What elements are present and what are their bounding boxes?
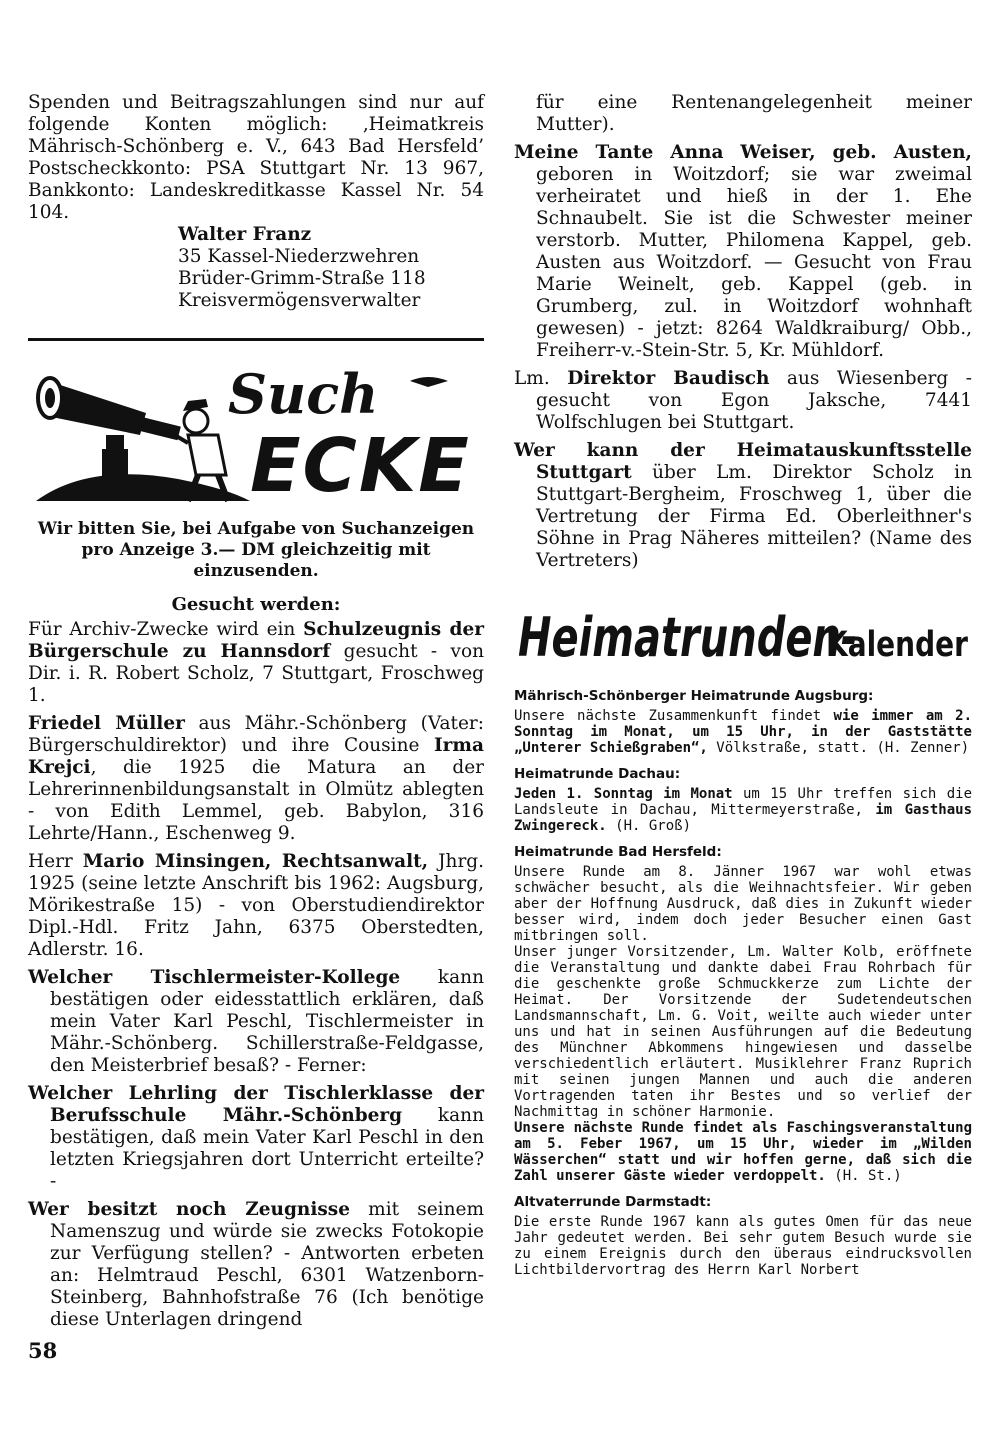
search-entry: Für Archiv-Zwecke wird ein Schulzeugnis der Bürgerschule zu Hannsdorf gesucht - von Dir. i. R. Robert Scholz, 7 Stuttgart, Froschweg 1. (28, 619, 484, 706)
search-entry: Welcher Tischlermeister-Kollege kann bestätigen oder eidesstattlich erklären, daß mein Vater Karl Peschl, Tischlermeister in Mähr.-Schönberg. Schillerstraße-Feldgasse, den Meisterbrief besaß? - Ferner: (28, 967, 485, 1076)
such-ecke-logo (28, 351, 484, 511)
donation-text: Spenden und Beitragszahlungen sind nur auf folgende Konten möglich: ‚Heimatkreis Mährisch-Schönberg e. V., 643 Bad Hersfeld’ Postscheckkonto: PSA Stuttgart Nr. 13 967, Bankkonto: Landeskreditkasse Kassel Nr. 54 104. (28, 92, 484, 223)
round-heading: Mährisch-Schönberger Heimatrunde Augsburg: (514, 688, 874, 704)
search-entry: Herr Mario Minsingen, Rechtsanwalt, Jhrg. 1925 (seine letzte Anschrift bis 1962: Augsburg, Mörikestraße 15) - von Oberstudiendirektor Dipl.-Hdl. Fritz Jahn, 6375 Oberstedten, Adlerstr. 16. (28, 851, 485, 960)
round-text: Jeden 1. Sonntag im Monat um 15 Uhr treffen sich die Landsleute in Dachau, Mittermeyerstraße, im Gasthaus Zwingereck. (H. Groß) (514, 786, 973, 834)
logo-word-ecke: ECKE (250, 423, 471, 509)
round-text: Unsere nächste Zusammenkunft findet wie immer am 2. Sonntag im Monat, um 15 Uhr, in der Gaststätte „Unterer Schießgraben“, Völkstraße, statt. (H. Zenner) (514, 708, 972, 756)
fee-notice: Wir bitten Sie, bei Aufgabe von Suchanzeigen pro Anzeige 3.— DM gleichzeitig mit einzusenden. (37, 519, 475, 581)
round-text: Die erste Runde 1967 kann als gutes Omen für das neue Jahr gedeutet werden. Bei sehr gutem Besuch wurde sie zu einem Ereignis durch den überaus eindrucksvollen Lichtbildervortrag des Herrn Karl Norbert (514, 1214, 972, 1278)
search-entry: Meine Tante Anna Weiser, geb. Austen, geboren in Woitzdorf; sie war zweimal verheiratet und hieß in der 1. Ehe Schnaubelt. Sie ist die Schwester meiner verstorb. Mutter, Philomena Kappel, geb. Austen aus Woitzdorf. — Gesucht von Frau Marie Weinelt, geb. Kappel (geb. in Grumberg, zul. in Woitzdorf wohnhaft gewesen) - jetzt: 8264 Waldkraiburg/ Obb., Freiherr-v.-Stein-Str. 5, Kr. Mühldorf. (514, 142, 972, 361)
continuation-text: für eine Rentenangelegenheit meiner Mutter). (536, 92, 972, 135)
divider (28, 338, 484, 341)
kalender-title (514, 590, 972, 678)
round-text: Unsere nächste Runde findet als Faschingsveranstaltung am 5. Feber 1967, um 15 Uhr, wieder im „Wilden Wässerchen“ statt und wir hoffen gerne, daß sich die Zahl unserer Gäste wieder verdoppelt. (H. St.) (514, 1120, 972, 1184)
signature-name: Walter Franz (178, 224, 312, 245)
round-text: Unsere Runde am 8. Jänner 1967 war wohl etwas schwächer besucht, als die Weihnachtsfeier. Wir geben aber der Hoffnung Ausdruck, daß dies in Zukunft wieder besser wird, indem doch jeder Besucher einen Gast mitbringen soll. (514, 864, 972, 944)
round-heading: Heimatrunde Bad Hersfeld: (514, 844, 722, 860)
section-heading: Gesucht werden: (171, 594, 341, 615)
signature-line: 35 Kassel-Niederzwehren (178, 246, 420, 267)
search-entry: Wer besitzt noch Zeugnisse mit seinem Namenszug und würde sie zwecks Fotokopie zur Verfügung stellen? - Antworten erbeten an: Helmtraud Peschl, 6301 Watzenborn-Steinberg, Bahnhofstraße 76 (Ich benötige diese Unterlagen dringend (28, 1199, 484, 1330)
round-heading: Heimatrunde Dachau: (514, 766, 681, 782)
kalender-title-script: Heimatrunden- (518, 607, 858, 670)
signature-line: Kreisvermögensverwalter (178, 290, 421, 311)
telescope-man-illustration (28, 351, 484, 511)
search-entry: Welcher Lehrling der Tischlerklasse der Berufsschule Mähr.-Schönberg kann bestätigen, daß mein Vater Karl Peschl in den letzten Kriegsjahren dort Unterricht erteilte? - (28, 1083, 484, 1192)
page-number: 58 (28, 1338, 58, 1363)
round-heading: Altvaterrunde Darmstadt: (514, 1194, 712, 1210)
signature-block (28, 224, 484, 312)
kalender-title-word: Kalender (826, 625, 968, 665)
search-entry: Wer kann der Heimatauskunftsstelle Stuttgart über Lm. Direktor Scholz in Stuttgart-Bergheim, Froschweg 1, über die Vertretung der Firma Ed. Oberleithner's Söhne in Prag Näheres mitteilen? (Name des Vertreters) (514, 440, 972, 571)
left-column (28, 92, 484, 1331)
signature-line: Brüder-Grimm-Straße 118 (178, 268, 426, 289)
round-text: Unser junger Vorsitzender, Lm. Walter Kolb, eröffnete die Veranstaltung und dankte dabei Frau Rohrbach für die geschenkte große Schmuckkerze zum Lichte der Heimat. Der Vorsitzende der Sudetendeutschen Landsmannschaft, Lm. G. Voit, weilte auch wieder unter uns und hat in seinen Ausführungen auf die Bedeutung des Münchner Abkommens hingewiesen und dasselbe verschiedentlich erläutert. Musiklehrer Franz Ruprich mit seinen jungen Mannen und auch die anderen Vortragenden taten ihr Bestes und so verlief der Nachmittag in schöner Harmonie. (514, 944, 972, 1120)
logo-word-such: Such (228, 362, 379, 426)
right-column (514, 92, 972, 1278)
kalender-title-art (514, 590, 972, 678)
search-entry: Lm. Direktor Baudisch aus Wiesenberg - gesucht von Egon Jaksche, 7441 Wolfschlugen bei Stuttgart. (514, 368, 972, 433)
search-entry: Friedel Müller aus Mähr.-Schönberg (Vater: Bürgerschuldirektor) und ihre Cousine Irma Krejci, die 1925 die Matura an der Lehrerinnenbildungsanstalt in Olmütz ablegten - von Edith Lemmel, geb. Babylon, 316 Lehrte/Hann., Eschenweg 9. (28, 713, 485, 844)
